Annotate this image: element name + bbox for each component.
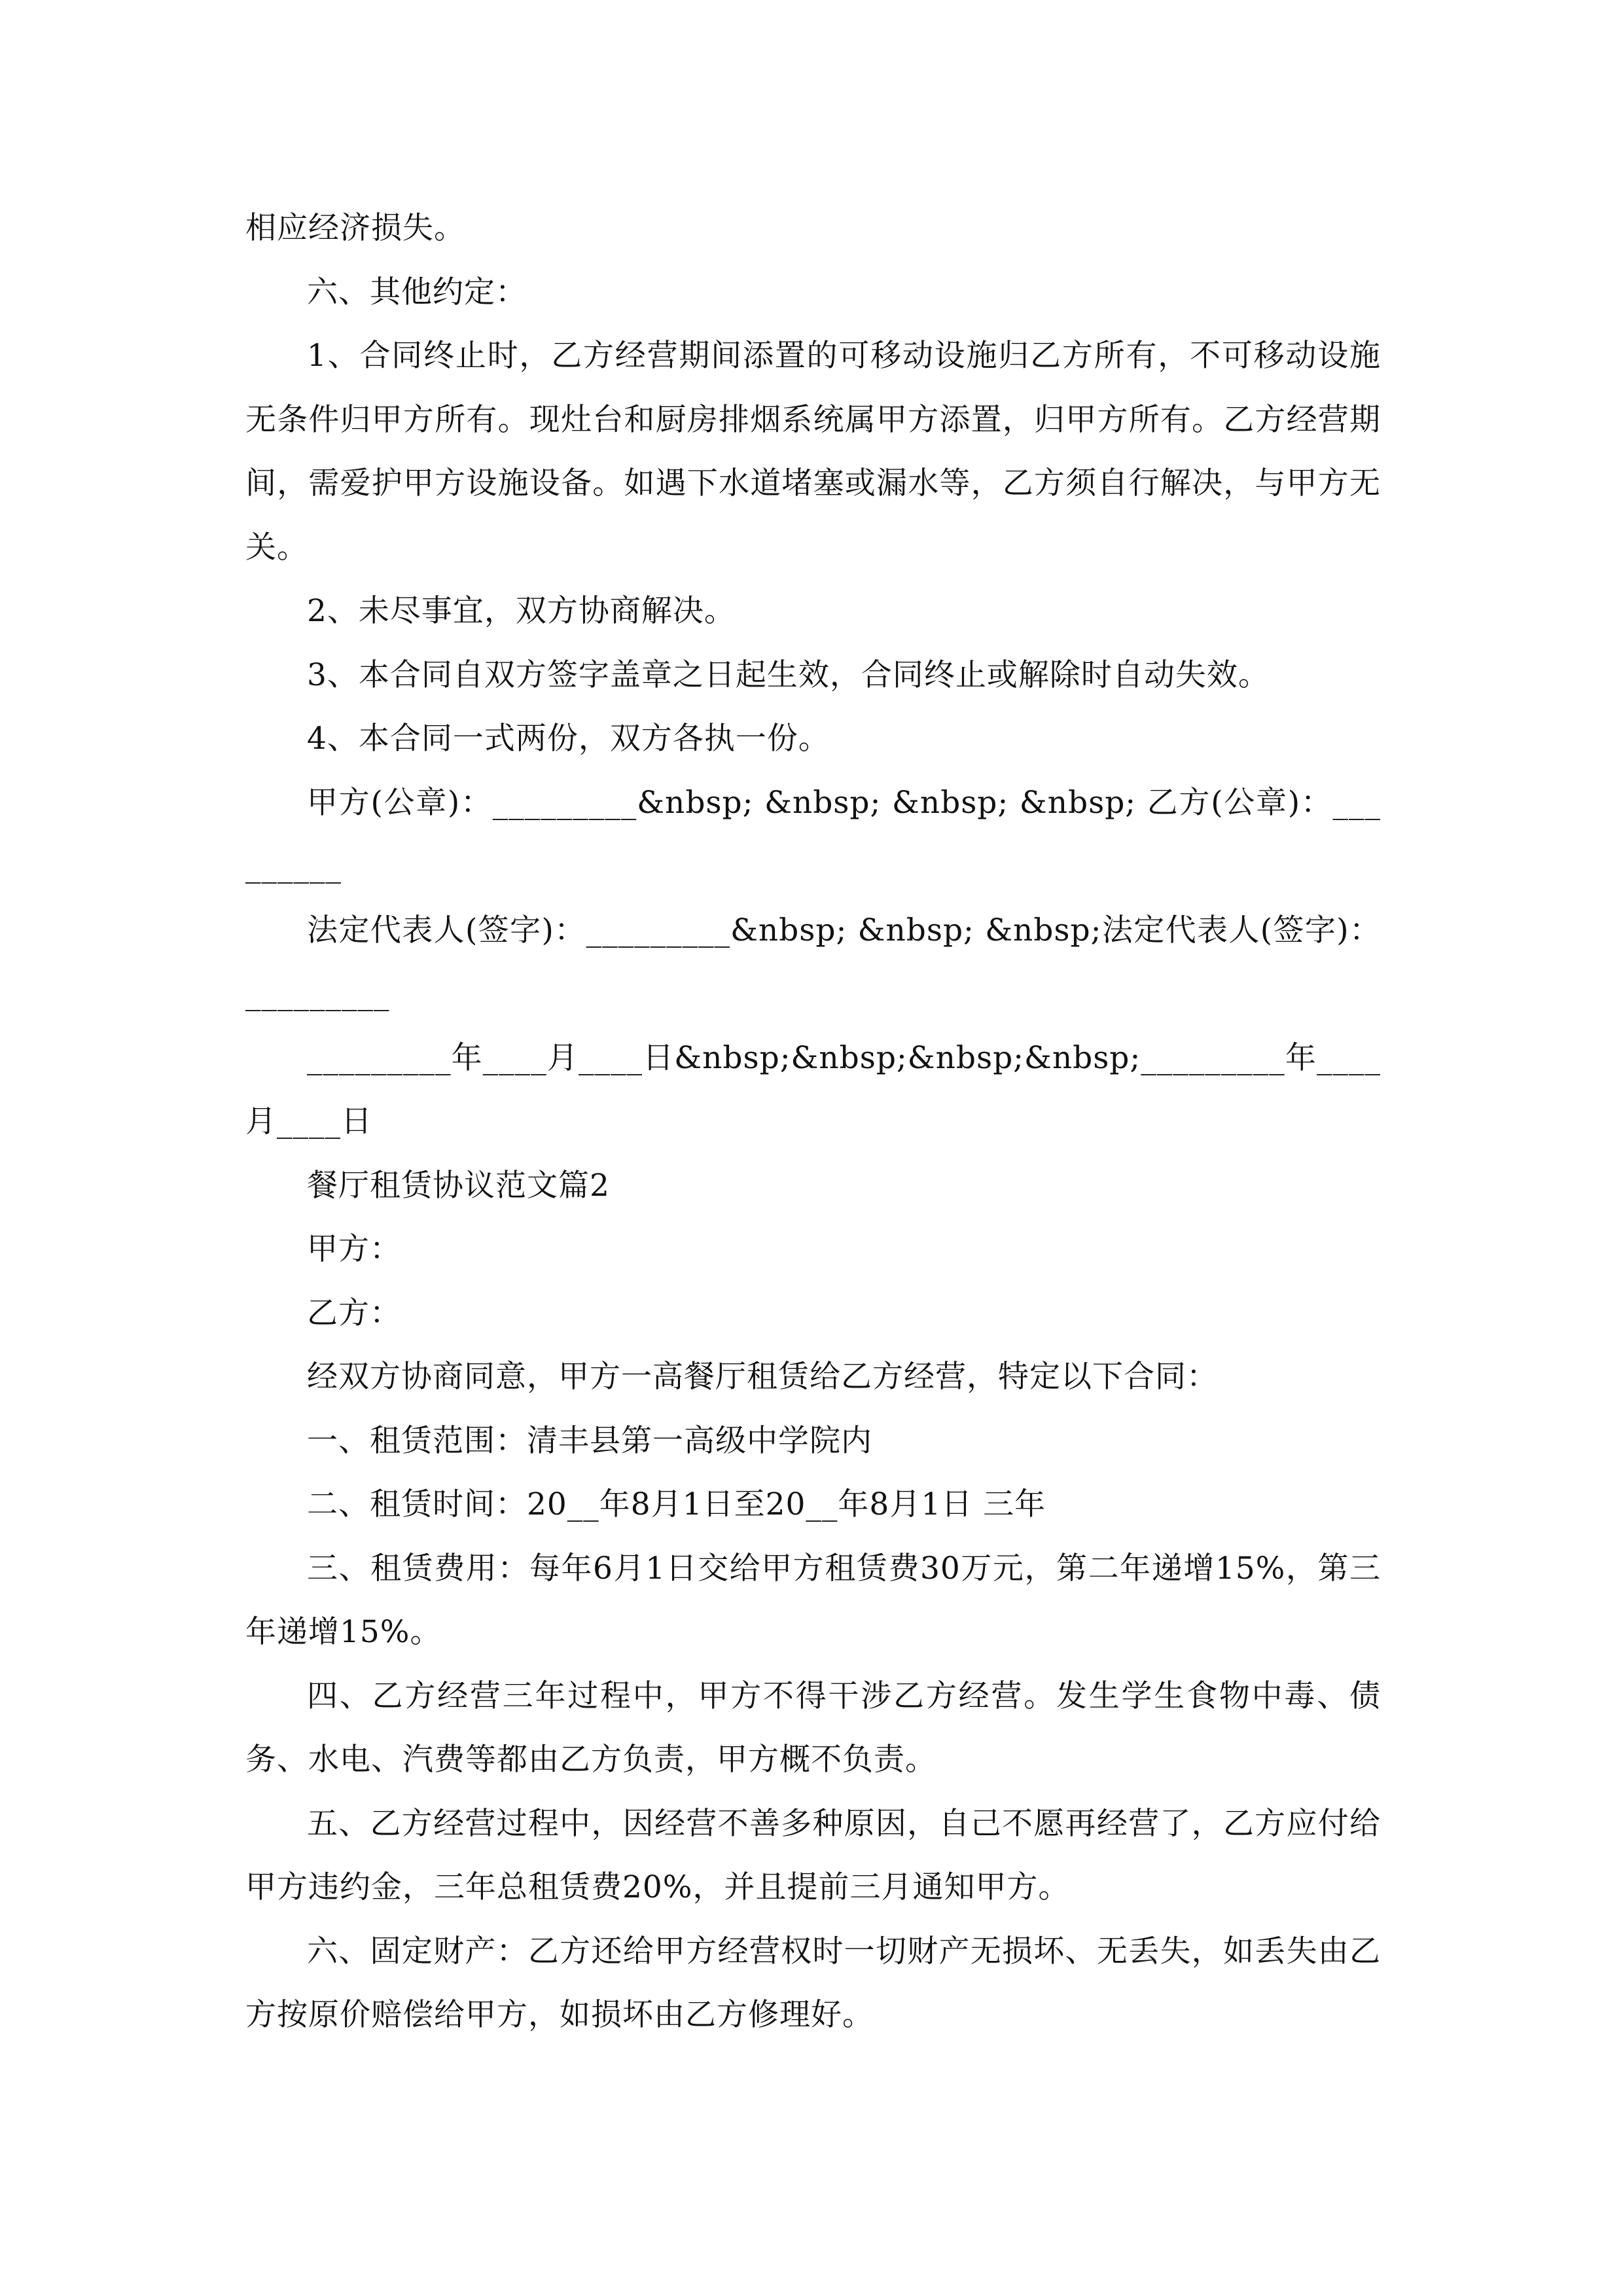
paragraph-fixed-assets: 六、固定财产：乙方还给甲方经营权时一切财产无损坏、无丢失，如丢失由乙方按原价赔偿给甲方，如损坏由乙方修理好。 bbox=[245, 1933, 1381, 2033]
signature-line-dates: _________年____月____日&nbsp;&nbsp;&nbsp;&nbsp;_________年____月____日 bbox=[245, 1039, 1381, 1139]
paragraph-loss-continuation: 相应经济损失。 bbox=[245, 210, 465, 246]
section-title-sample-2: 餐厅租赁协议范文篇2 bbox=[307, 1167, 610, 1204]
party-a-label: 甲方： bbox=[307, 1231, 401, 1267]
paragraph-lease-term: 二、租赁时间：20__年8月1日至20__年8月1日 三年 bbox=[307, 1486, 1046, 1522]
document-body bbox=[245, 196, 1381, 2047]
paragraph-clause-3: 3、本合同自双方签字盖章之日起生效，合同终止或解除时自动失效。 bbox=[307, 656, 1270, 693]
paragraph-preamble: 经双方协商同意，甲方一高餐厅租赁给乙方经营，特定以下合同： bbox=[307, 1359, 1218, 1395]
paragraph-clause-2: 2、未尽事宜，双方协商解决。 bbox=[307, 593, 736, 629]
paragraph-section-six-heading: 六、其他约定： bbox=[307, 274, 527, 310]
paragraph-lease-fee: 三、租赁费用：每年6月1日交给甲方租赁费30万元，第二年递增15%，第三年递增15%。 bbox=[245, 1550, 1381, 1650]
party-b-label: 乙方： bbox=[307, 1295, 401, 1331]
paragraph-clause-1: 1、合同终止时，乙方经营期间添置的可移动设施归乙方所有，不可移动设施无条件归甲方所有。现灶台和厨房排烟系统属甲方添置，归甲方所有。乙方经营期间，需爱护甲方设施设备。如遇下水道堵塞或漏水等，乙方须自行解决，与甲方无关。 bbox=[245, 338, 1381, 565]
paragraph-clause-4: 4、本合同一式两份，双方各执一份。 bbox=[307, 721, 830, 757]
signature-line-seals: 甲方(公章)：_________&nbsp; &nbsp; &nbsp; &nbsp; 乙方(公章)：_________ bbox=[245, 784, 1381, 884]
paragraph-lease-scope: 一、租赁范围：清丰县第一高级中学院内 bbox=[307, 1422, 872, 1459]
signature-line-representatives: 法定代表人(签字)：_________&nbsp; &nbsp; &nbsp;法定代表人(签字)：_________ bbox=[245, 912, 1381, 1012]
paragraph-breach-penalty: 五、乙方经营过程中，因经营不善多种原因，自己不愿再经营了，乙方应付给甲方违约金，三年总租赁费20%，并且提前三月通知甲方。 bbox=[245, 1805, 1381, 1905]
paragraph-operation-responsibility: 四、乙方经营三年过程中，甲方不得干涉乙方经营。发生学生食物中毒、债务、水电、汽费等都由乙方负责，甲方概不负责。 bbox=[245, 1677, 1381, 1778]
